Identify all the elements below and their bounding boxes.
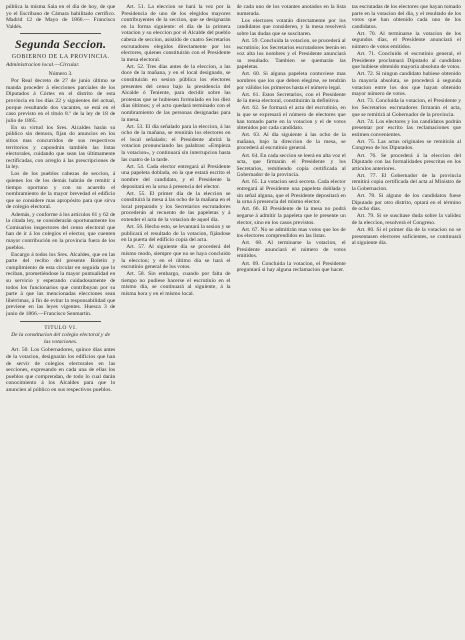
article-paragraph: Art. 57. Al siguiente día se procederá del mismo modo, siempre que no se haya concluido la eleccion; y en el último día se hará el escrutinio general de los votos.	[121, 244, 231, 271]
admin-line: Administracion local.—Circular.	[6, 61, 80, 68]
circular-number: Número 3.	[48, 70, 73, 77]
article-paragraph: Art. 62. Se formará el acta del escrutinio, en la que se expresará el número de electores que han tomado parte en la votacion y el de votos obtenidos por cada candidato.	[236, 105, 346, 132]
article-paragraph: Art. 66. El Presidente de la mesa no podrá negarse á admitir la papeleta que le presente un elector, sino en los casos previstos.	[236, 206, 346, 226]
article-paragraph: Art. 79. Si se suscitase duda sobre la validez de la eleccion, resolverá el Congreso.	[351, 213, 461, 226]
article-paragraph: Art. 58. Sin embargo, cuando por falta de tiempo no pudiese hacerse el escrutinio en el mismo día, se continuará al siguiente, á la misma hora y en el mismo local.	[121, 271, 231, 298]
paragraph: Por Real decreto de 27 de junio último se manda proceder á elecciones parciales de los Diputados á Córtes en el distrito de esta provincia en los días 22 y siguientes del actual, porque resultando dos vacantes, se está en el caso previsto en el título 8.º de la ley de 18 de julio de 1865.	[6, 78, 116, 124]
article-paragraph: Art. 54. Cada elector entregará al Presidente una papeleta doblada, en la que estará escrito el nombre del candidato, y el Presidente la depositará en la urna á presencia del elector.	[121, 163, 231, 190]
article-paragraph: Art. 71. Concluido el escrutinio general, el Presidente proclamará Diputado al candidato que hubiese obtenido mayoría absoluta de votos.	[351, 51, 461, 71]
article-paragraph: Art. 70. Al terminarse la votacion de los segundos días, el Presidente anunciará el número de votos emitidos.	[351, 30, 461, 51]
article-paragraph: tas escrutadas de los electores que hayan tomado parte en la votacion del día, y el resultado de los votos que han obtenido cada uno de los candidatos.	[351, 4, 461, 30]
article-paragraph: Art. 74. Los electores y los candidatos podrán presentar por escrito las reclamaciones que estimen convenientes.	[351, 118, 461, 138]
divider	[20, 33, 101, 34]
article-paragraph: Art. 65. La votacion será secreta. Cada elector entregará al Presidente una papeleta doblada y sin señal alguna, que el Presidente depositará en la urna á presencia del mismo elector.	[236, 179, 346, 206]
section-title: Segunda Seccion.	[15, 37, 107, 52]
divider	[20, 321, 101, 322]
article-paragraph: Art. 61. Estos Secretarios, con el Presidente de la mesa electoral, constituirán la definitiva.	[236, 91, 346, 105]
column-4	[352, 4, 461, 636]
column-1	[6, 4, 115, 636]
titulo-heading: TITULO VI.	[44, 324, 78, 331]
article-paragraph: Art. 63. Al día siguiente á las ocho de la mañana, bajo la direccion de la mesa, se procederá al escrutinio general.	[236, 132, 346, 152]
paragraph: Encargo á todos los Sres. Alcaldes, que en las parte del recibo del presente Boletin y cumplimiento de esta circular en seguida que lo reciban, prometiéndose la mayor puntualidad en su servicio y esperando cuidadosamente de todos los funcionarios que contribuyan por su parte á que las mencionadas elecciones sean libérrimas, á fin de evitar la responsabilidad que previene en las leyes vigentes. Huesca 3 de junio de 1866.—Francisco Senmartin.	[6, 251, 116, 317]
article-paragraph: Art. 72. Si ningun candidato hubiese obtenido la mayoría absoluta, se procederá á segunda votacion entre los dos que hayan obtenido mayor número de votos.	[351, 71, 461, 98]
article-paragraph: Art. 56. Hecho esto, se levantará la sesion y se publicará el resultado de la votacion, fijándose en la puerta del edificio copia del acta.	[121, 224, 231, 244]
article-paragraph: de cada uno de los votantes anotados en la lista numerada.	[236, 4, 346, 17]
intro-paragraph: pública la misma Sala en el día de hoy, de que yo el Escribano de Cámara habilitado certifico. Madrid 12 de Mayo de 1866.— Francisco Valdés.	[6, 4, 116, 30]
column-2	[121, 4, 230, 636]
article-paragraph: Art. 80. Si el primer día de la votacion no se presentasen electores suficientes, se continuará al siguiente día.	[351, 227, 461, 247]
article-paragraph: Art. 78. Si alguno de los candidatos fuese Diputado por otro distrito, optará en el término de ocho días.	[351, 193, 461, 213]
article-paragraph: Art. 60. Si alguna papeleta contuviese mas nombres que los que deben elegirse, se tendrán por válidos los primeros hasta el número legal.	[236, 71, 346, 91]
article-paragraph: Art. 73. Concluida la votacion, el Presidente y los Secretarios escrutadores firmarán el acta, que se remitirá al Gobernador de la provincia.	[351, 98, 461, 118]
province-heading: GOBIERNO DE LA PROVINCIA.	[11, 54, 110, 61]
article-paragraph: Art. 76. Se procederá á la eleccion del Diputado con las formalidades prescritas en los artículos anteriores.	[351, 152, 461, 172]
column-3	[237, 4, 346, 636]
article-paragraph: Los electores votarán directamente por los candidatos que consideren, y la mesa resolverá sobre las dudas que se suscitaren.	[236, 17, 346, 37]
paragraph: Además, y conforme á los artículos 61 y 62 de la citada ley, se considerarán oportunamente los Comisarios inspectores del censo electoral que han de ir á los colegios el elector, que cuenten mayor contribución en la provincia fuera de los pueblos.	[6, 211, 116, 251]
article-paragraph: Art. 64. En cada seccion se leerá en alta voz el acta, que firmarán el Presidente y los Secretarios, remitiendo copia certificada al Gobernador de la provincia.	[236, 152, 346, 179]
titulo-subheading: De la constitucion del colegio electoral y de las votaciones.	[11, 332, 111, 345]
article-paragraph: Art. 51. La eleccion se hará la vez por la Presidencia de uno de los elegidos mayores contribuyentes de la seccion, que se designarán en la forma siguiente: el día de la primera votacion y su eleccion por el Alcalde del pueblo cabeza de seccion, asistido de cuatro Secretarios escrutadores elegidos directamente por los electores, quienes constituirán con el Presidente la mesa electoral.	[121, 4, 231, 63]
article-paragraph: Art. 77. El Gobernador de la provincia remitirá copia certificada del acta al Ministro de la Gobernacion.	[351, 172, 461, 193]
paragraph: En su virtud los Sres. Alcaldes harán su público sin demora, fijan do anuncios en los sitios mas concurridos de sus respectivos territorios y capondrán también las listas electorales, cuidando que sean las últimamente rectificadas, con arreglo á las prescripciones de la ley.	[6, 124, 116, 171]
article-paragraph: Art. 68. Al terminarse la votacion, el Presidente anunciará el número de votos emitidos.	[236, 240, 346, 260]
paragraph: Los de los pueblos cabezas de seccion, á quienes los de los demás habrán de remitir á tiempo oportuno y con su acuerdo el nombramiento de la mayor brevedad el edificio que se considere mas apropósito para que sirva de colegio electoral.	[6, 171, 116, 211]
article-paragraph: Art. 53. El día señalado para la eleccion, á las ocho de la mañana, se reunirán los electores en el local señalado; el Presidente abrirá la votacion pronunciando las palabras: «Empieza la votacion», y continuará sin interrupcion hasta las cuatro de la tarde.	[121, 123, 231, 163]
article-paragraph: Art. 55. El primer día de la eleccion se constituirá la mesa á las ocho de la mañana en el local preparado y los Secretarios escrutadores procederán al recuento de las papeletas y á extender el acta de la votacion de aquel día.	[121, 190, 231, 223]
article-paragraph: Art. 67. No se admitirán mas votos que los de los electores comprendidos en las listas.	[236, 226, 346, 240]
article-paragraph: Art. 50. Los Gobernadores, quince días antes de la votacion, designarán los edificios que han de servir de colegios electorales en las secciones, expresando en cada una de ellas los pueblos que comprendan, de todo lo cual darán conocimiento á los Alcaldes para que lo anuncien al público en sus respectivos pueblos.	[6, 347, 116, 393]
article-paragraph: Art. 69. Concluida la votacion, el Presidente preguntará si hay alguna reclamacion que hacer.	[236, 260, 346, 274]
article-paragraph: Art. 52. Tres días antes de la eleccion, a las doce de la mañana, y en el local designado, se constituirán en sesion pública los electores presentes del censo bajo la presidencia del Alcalde ó Teniente, para decidir sobre las protestas que se hubiesen formulado en los diez días últimos; y el acto quedará terminado con el nombramiento de las personas designadas para la mesa.	[121, 63, 231, 123]
article-paragraph: Art. 75. Las actas originales se remitirán al Congreso de los Diputados.	[351, 138, 461, 152]
article-paragraph: Art. 59. Concluida la votacion, se procederá al escrutinio; los Secretarios escrutadores leerán en voz alta los nombres y el Presidente anunciará su resultado. Tambien se quemarán las papeletas.	[236, 37, 346, 71]
